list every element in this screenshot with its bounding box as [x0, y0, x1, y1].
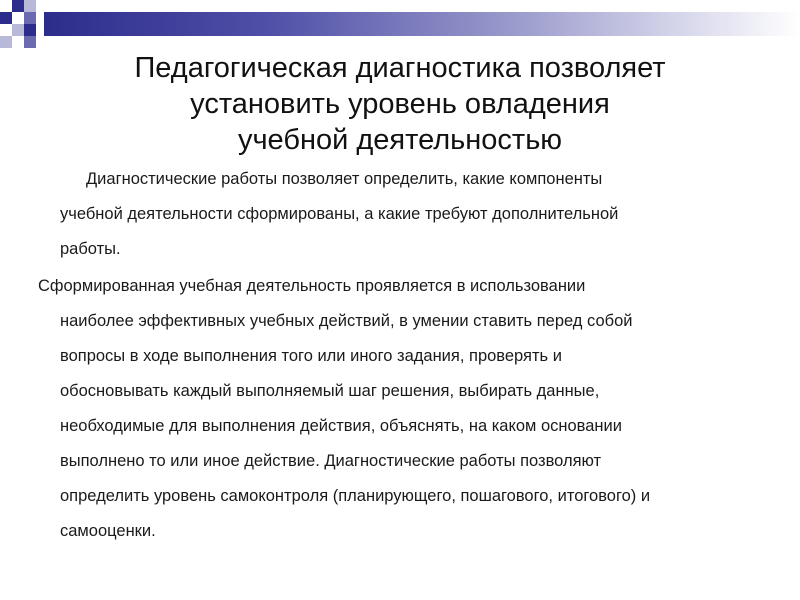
title-line: Педагогическая диагностика позволяет — [134, 52, 666, 84]
paragraph-line: определить уровень самоконтроля (планирующего, пошагового, итогового) и — [60, 487, 651, 505]
decor-square — [24, 0, 36, 12]
paragraph-line: наиболее эффективных учебных действий, в умении ставить перед собой — [60, 312, 633, 330]
gradient-bar — [44, 12, 800, 36]
paragraph-line: вопросы в ходе выполнения того или иного задания, проверять и — [60, 347, 562, 365]
decor-square — [24, 12, 36, 24]
slide-body — [30, 162, 778, 551]
paragraph-line: работы. — [60, 240, 121, 258]
title-line: учебной деятельностью — [237, 124, 563, 156]
paragraph-diagnostics — [30, 162, 778, 267]
decor-square — [24, 36, 36, 48]
paragraph-line: обосновывать каждый выполняемый шаг решения, выбирать данные, — [60, 382, 600, 400]
paragraph-line: необходимые для выполнения действия, объяснять, на каком основании — [60, 417, 622, 435]
paragraph-learning-activity — [30, 269, 778, 549]
decor-square — [12, 0, 24, 12]
paragraph-line: Диагностические работы позволяет определить, какие компоненты — [86, 170, 603, 188]
decor-square — [12, 24, 24, 36]
decor-square — [0, 36, 12, 48]
paragraph-line: Сформированная учебная деятельность проявляется в использовании — [38, 277, 586, 295]
title-line: установить уровень овладения — [190, 88, 610, 120]
decor-square — [0, 12, 12, 24]
slide-title — [80, 50, 720, 158]
paragraph-line: самооценки. — [60, 522, 156, 540]
paragraph-line: учебной деятельности сформированы, а какие требуют дополнительной — [60, 205, 619, 223]
paragraph-line: выполнено то или иное действие. Диагностические работы позволяют — [60, 452, 602, 470]
decor-square — [24, 24, 36, 36]
header-decoration — [0, 0, 800, 48]
